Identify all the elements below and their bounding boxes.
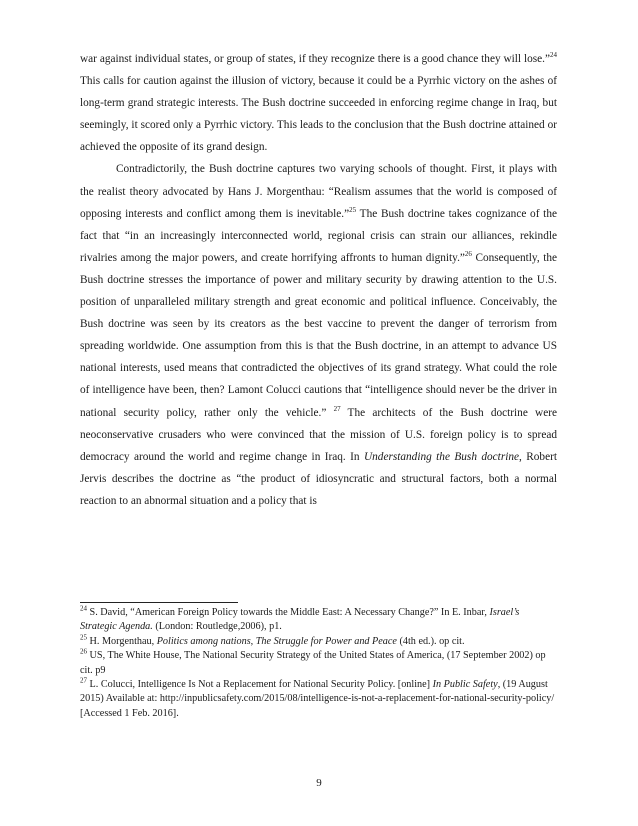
text-run: Consequently, the Bush doctrine stresses the importance of power and military security by drawing attention to the U.S. position of unparalleled military strength and great economic and political influence. Conceivably, the Bush doctrine was seen by its creators as the best vaccine to prevent the danger of terrorism from spreading worldwide. One assumption from this is that the Bush doctrine, in an attempt to advance US national interests, used means that contradicted the objectives of its grand strategy. What could the role of intelligence have been, then? Lamont Colucci cautions that “intelligence should never be the driver in national security policy, rather only the vehicle.” <box>80 251 557 419</box>
body-paragraph <box>80 48 557 158</box>
footnote-number: 24 <box>80 604 87 613</box>
footnote-number: 25 <box>80 633 87 642</box>
text-run: (4th ed.). op cit. <box>396 635 465 647</box>
text-run: H. Morgenthau, <box>87 635 157 647</box>
footnote <box>80 606 557 635</box>
footnote-ref: 24 <box>550 51 557 60</box>
footnote-separator <box>80 602 238 603</box>
text-run: war against individual states, or group of states, if they recognize there is a good chance they will lose.” <box>80 53 550 65</box>
text-run: Contradictorily, the Bush doctrine captures two varying schools of thought. First, it plays with the realist theory advocated by Hans J. Morgenthau: “Realism assumes that the world is composed of opposing interests and conflict among them is inevitable.” <box>80 163 557 220</box>
body-text <box>80 48 557 512</box>
footnote-number: 27 <box>80 676 87 685</box>
italic-text: Politics among nations, The Struggle for Power and Peace <box>156 635 397 647</box>
footnote-number: 26 <box>80 647 87 656</box>
footnote <box>80 678 557 721</box>
text-run: , (19 August 2015) Available at: http://inpublicsafety.com/2015/08/intelligence-is-not-a-replacement-for-national-security-policy/ [Accessed 1 Feb. 2016]. <box>80 679 555 719</box>
text-run: S. David, “American Foreign Policy towards the Middle East: A Necessary Change?” In E. Inbar, <box>87 607 490 618</box>
footnote-ref: 27 <box>333 404 341 413</box>
text-run: , Robert Jervis describes the doctrine as “the product of idiosyncratic and structural factors, both a normal reaction to an abnormal situation and a policy that is <box>80 450 557 507</box>
text-run: L. Colucci, Intelligence Is Not a Replacement for National Security Policy. [online] <box>87 679 433 691</box>
text-run: This calls for caution against the illusion of victory, because it could be a Pyrrhic victory on the ashes of long-term grand strategic interests. The Bush doctrine succeeded in enforcing regime change in Iraq, but seemingly, it scored only a Pyrrhic victory. This leads to the conclusion that the Bush doctrine attained or achieved the opposite of its grand design. <box>80 75 557 154</box>
footnote <box>80 635 557 649</box>
footnote-ref: 25 <box>349 205 357 214</box>
footnote <box>80 649 557 678</box>
italic-text: Understanding the Bush doctrine <box>363 450 520 463</box>
page-number: 9 <box>316 777 322 789</box>
footnote-ref: 26 <box>464 250 472 259</box>
italic-text: In Public Safety <box>432 679 498 691</box>
footnotes <box>80 606 557 721</box>
body-paragraph <box>80 158 557 512</box>
text-run: The architects of the Bush doctrine were neoconservative crusaders who were convinced that the mission of U.S. foreign policy is to spread democracy around the world and regime change in Iraq. In <box>80 406 557 463</box>
text-run: US, The White House, The National Security Strategy of the United States of America, (17 September 2002) op cit. p9 <box>80 650 546 676</box>
italic-text: Israel’s Strategic Agenda. <box>80 607 520 633</box>
text-run: (London: Routledge,2006), p1. <box>152 621 282 633</box>
text-run: The Bush doctrine takes cognizance of the fact that “in an increasingly interconnected world, regional crisis can strain our alliances, rekindle rivalries among the major powers, and create horrifying affronts to human dignity.” <box>80 207 557 264</box>
